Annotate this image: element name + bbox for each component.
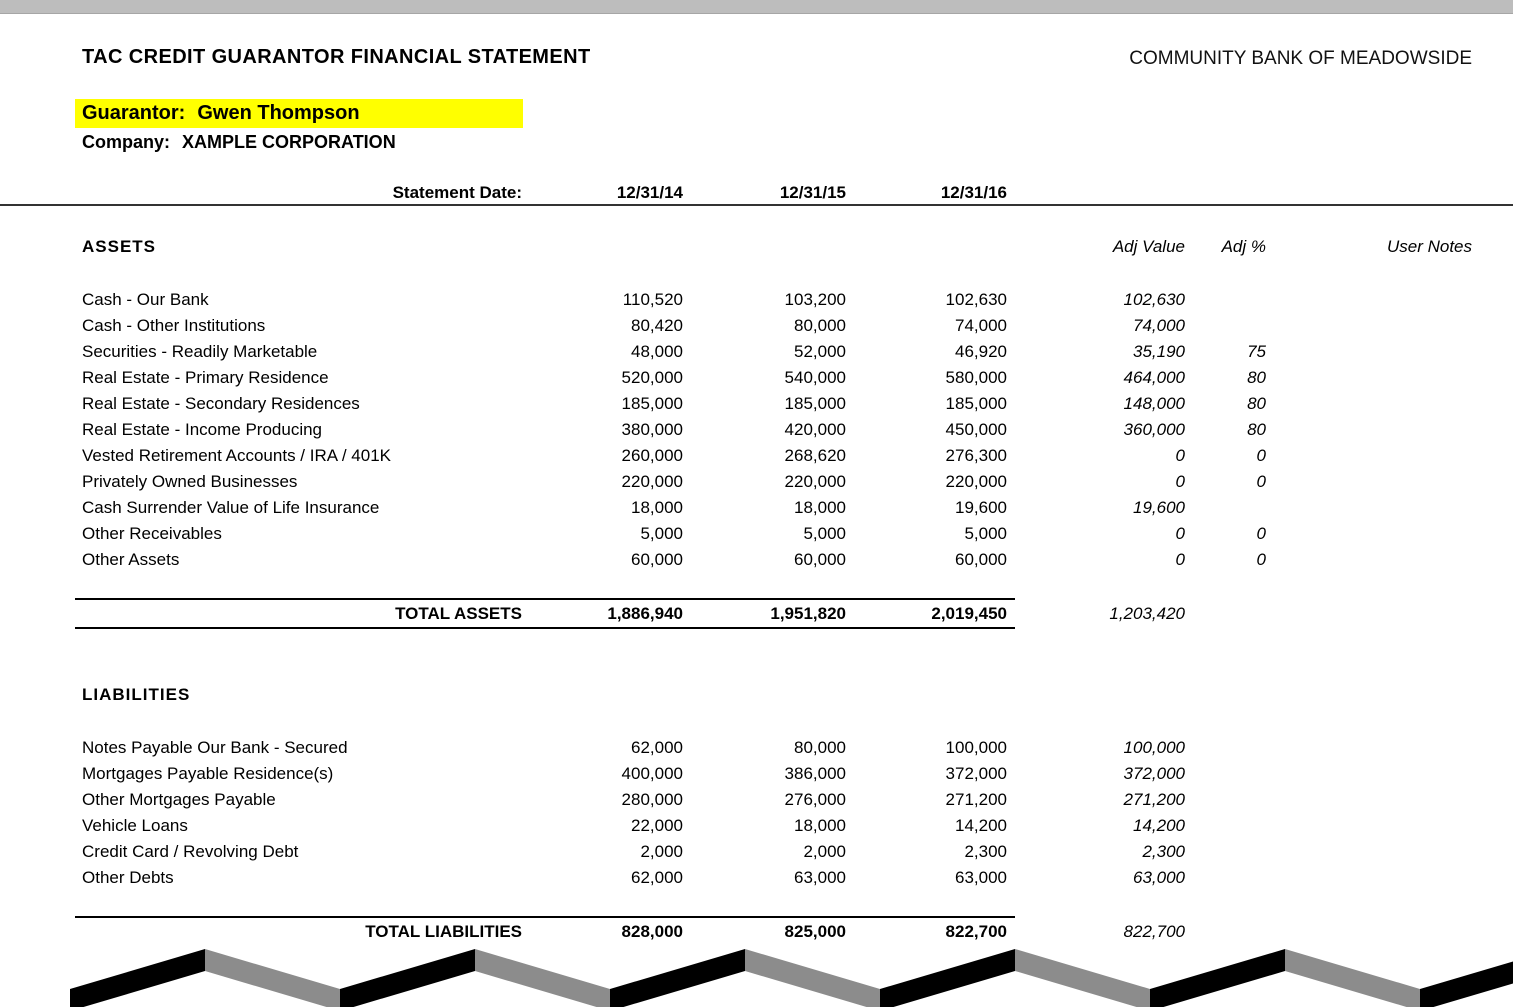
row-adj-pct: 80 — [1247, 394, 1266, 413]
row-user-notes — [1266, 787, 1490, 813]
table-row — [82, 735, 1490, 761]
row-value-1215: 80,000 — [794, 316, 846, 335]
row-value-1215: 268,620 — [784, 446, 846, 465]
row-label: Mortgages Payable Residence(s) — [82, 764, 334, 783]
row-label: Cash Surrender Value of Life Insurance — [82, 498, 380, 517]
guarantor-label: Guarantor: — [82, 102, 186, 124]
table-row — [82, 469, 1490, 495]
row-label: Securities - Readily Marketable — [82, 342, 318, 361]
row-value-1214: 380,000 — [621, 420, 683, 439]
total-assets-rule-bottom — [75, 627, 1015, 629]
row-value-1214: 48,000 — [631, 342, 683, 361]
row-user-notes — [1266, 839, 1490, 865]
row-adj-pct: 80 — [1247, 368, 1266, 387]
row-value-1216: 46,920 — [955, 342, 1007, 361]
row-adj-value: 271,200 — [1123, 790, 1185, 809]
row-label: Other Assets — [82, 550, 180, 569]
row-adj-value: 74,000 — [1133, 316, 1185, 335]
statement-date-2: 12/31/15 — [779, 183, 846, 202]
row-label: Cash - Other Institutions — [82, 316, 266, 335]
row-adj-value: 360,000 — [1123, 420, 1185, 439]
row-value-1216: 74,000 — [955, 316, 1007, 335]
row-value-1214: 520,000 — [621, 368, 683, 387]
row-adj-value: 102,630 — [1123, 290, 1185, 309]
bank-name: COMMUNITY BANK OF MEADOWSIDE — [1129, 48, 1472, 69]
table-row — [82, 761, 1490, 787]
row-value-1215: 18,000 — [794, 816, 846, 835]
row-label: Vested Retirement Accounts / IRA / 401K — [82, 446, 392, 465]
liabilities-header-row — [82, 682, 1490, 708]
row-adj-value: 0 — [1175, 550, 1185, 569]
adj-value-header: Adj Value — [1112, 237, 1185, 256]
row-value-1216: 372,000 — [945, 764, 1007, 783]
row-label: Real Estate - Income Producing — [82, 420, 323, 439]
liabilities-rows — [82, 735, 1490, 891]
table-row — [82, 443, 1490, 469]
row-value-1216: 14,200 — [955, 816, 1007, 835]
total-liabilities-v16: 822,700 — [945, 922, 1007, 941]
total-assets-adj-value: 1,203,420 — [1109, 604, 1185, 623]
row-adj-value: 0 — [1175, 472, 1185, 491]
row-user-notes — [1266, 761, 1490, 787]
total-liabilities-v14: 828,000 — [621, 922, 683, 941]
window-top-strip — [0, 0, 1513, 14]
row-label: Privately Owned Businesses — [82, 472, 298, 491]
row-label: Credit Card / Revolving Debt — [82, 842, 299, 861]
table-row — [82, 787, 1490, 813]
row-adj-value: 0 — [1175, 446, 1185, 465]
table-row — [82, 547, 1490, 573]
row-adj-pct — [1185, 839, 1266, 865]
row-value-1214: 18,000 — [631, 498, 683, 517]
row-user-notes — [1266, 443, 1490, 469]
row-value-1214: 185,000 — [621, 394, 683, 413]
row-value-1216: 185,000 — [945, 394, 1007, 413]
company-field — [82, 131, 396, 153]
row-adj-value: 0 — [1175, 524, 1185, 543]
statement-date-label: Statement Date: — [392, 183, 522, 202]
row-value-1215: 2,000 — [803, 842, 846, 861]
row-user-notes — [1266, 287, 1490, 313]
total-assets-label: TOTAL ASSETS — [395, 604, 522, 623]
row-adj-pct: 0 — [1256, 550, 1266, 569]
row-user-notes — [1266, 313, 1490, 339]
row-user-notes — [1266, 735, 1490, 761]
row-user-notes — [1266, 495, 1490, 521]
row-adj-pct: 75 — [1247, 342, 1266, 361]
row-value-1215: 420,000 — [784, 420, 846, 439]
row-value-1214: 62,000 — [631, 738, 683, 757]
row-adj-pct — [1185, 313, 1266, 339]
row-adj-value: 372,000 — [1123, 764, 1185, 783]
row-user-notes — [1266, 339, 1490, 365]
row-adj-value: 19,600 — [1133, 498, 1185, 517]
row-value-1215: 276,000 — [784, 790, 846, 809]
row-value-1216: 63,000 — [955, 868, 1007, 887]
row-value-1216: 271,200 — [945, 790, 1007, 809]
row-adj-pct — [1185, 761, 1266, 787]
row-adj-pct: 80 — [1247, 420, 1266, 439]
table-row — [82, 839, 1490, 865]
total-assets-v16: 2,019,450 — [931, 604, 1007, 623]
row-adj-value: 148,000 — [1123, 394, 1185, 413]
row-value-1215: 5,000 — [803, 524, 846, 543]
row-value-1214: 22,000 — [631, 816, 683, 835]
assets-rows — [82, 287, 1490, 573]
total-assets-v15: 1,951,820 — [770, 604, 846, 623]
row-adj-pct: 0 — [1256, 524, 1266, 543]
row-value-1215: 18,000 — [794, 498, 846, 517]
table-row — [82, 313, 1490, 339]
row-value-1215: 60,000 — [794, 550, 846, 569]
row-value-1214: 220,000 — [621, 472, 683, 491]
guarantor-name: Gwen Thompson — [197, 102, 360, 124]
row-adj-value: 35,190 — [1133, 342, 1185, 361]
row-value-1214: 62,000 — [631, 868, 683, 887]
row-value-1216: 2,300 — [964, 842, 1007, 861]
row-label: Real Estate - Primary Residence — [82, 368, 329, 387]
row-adj-value: 464,000 — [1123, 368, 1185, 387]
assets-section-label: ASSETS — [82, 237, 157, 256]
statement-date-1: 12/31/14 — [616, 183, 683, 202]
row-label: Notes Payable Our Bank - Secured — [82, 738, 348, 757]
row-value-1216: 5,000 — [964, 524, 1007, 543]
row-value-1216: 19,600 — [955, 498, 1007, 517]
row-value-1216: 276,300 — [945, 446, 1007, 465]
table-row — [82, 521, 1490, 547]
row-value-1216: 100,000 — [945, 738, 1007, 757]
row-value-1214: 60,000 — [631, 550, 683, 569]
row-value-1215: 52,000 — [794, 342, 846, 361]
row-adj-pct — [1185, 813, 1266, 839]
adj-pct-header: Adj % — [1221, 237, 1266, 256]
page-title: TAC CREDIT GUARANTOR FINANCIAL STATEMENT — [82, 46, 591, 68]
total-assets-rule-top — [75, 598, 1015, 600]
statement-underline — [0, 204, 1513, 206]
row-label: Vehicle Loans — [82, 816, 188, 835]
row-value-1215: 386,000 — [784, 764, 846, 783]
table-row — [82, 813, 1490, 839]
company-label: Company: — [82, 132, 171, 152]
guarantor-field[interactable] — [75, 99, 523, 128]
table-row — [82, 417, 1490, 443]
row-value-1215: 63,000 — [794, 868, 846, 887]
row-adj-pct — [1185, 287, 1266, 313]
row-user-notes — [1266, 365, 1490, 391]
row-user-notes — [1266, 813, 1490, 839]
row-value-1214: 5,000 — [640, 524, 683, 543]
row-value-1214: 110,520 — [622, 290, 683, 309]
row-adj-pct — [1185, 865, 1266, 891]
total-assets-row — [82, 601, 1490, 627]
row-value-1214: 260,000 — [621, 446, 683, 465]
row-label: Other Mortgages Payable — [82, 790, 276, 809]
row-value-1215: 220,000 — [784, 472, 846, 491]
statement-date-3: 12/31/16 — [940, 183, 1007, 202]
row-value-1214: 400,000 — [621, 764, 683, 783]
table-row — [82, 391, 1490, 417]
row-label: Other Debts — [82, 868, 174, 887]
row-value-1214: 80,420 — [631, 316, 683, 335]
total-liabilities-v15: 825,000 — [784, 922, 846, 941]
table-row — [82, 339, 1490, 365]
table-row — [82, 495, 1490, 521]
row-adj-pct — [1185, 787, 1266, 813]
row-value-1214: 2,000 — [640, 842, 683, 861]
row-value-1216: 580,000 — [945, 368, 1007, 387]
statement-date-row — [82, 180, 1490, 206]
row-adj-pct: 0 — [1256, 446, 1266, 465]
total-liabilities-label: TOTAL LIABILITIES — [365, 922, 522, 941]
liabilities-section-label: LIABILITIES — [82, 685, 191, 704]
company-name: XAMPLE CORPORATION — [182, 132, 396, 152]
row-user-notes — [1266, 469, 1490, 495]
row-adj-value: 2,300 — [1142, 842, 1185, 861]
row-label: Other Receivables — [82, 524, 222, 543]
row-adj-pct: 0 — [1256, 472, 1266, 491]
row-value-1215: 80,000 — [794, 738, 846, 757]
row-label: Real Estate - Secondary Residences — [82, 394, 360, 413]
row-adj-pct — [1185, 495, 1266, 521]
table-row — [82, 365, 1490, 391]
row-value-1216: 102,630 — [945, 290, 1007, 309]
row-adj-value: 14,200 — [1133, 816, 1185, 835]
row-adj-pct — [1185, 735, 1266, 761]
row-user-notes — [1266, 391, 1490, 417]
row-value-1216: 220,000 — [945, 472, 1007, 491]
row-user-notes — [1266, 417, 1490, 443]
row-adj-value: 100,000 — [1123, 738, 1185, 757]
row-user-notes — [1266, 547, 1490, 573]
row-value-1216: 450,000 — [945, 420, 1007, 439]
row-value-1215: 185,000 — [784, 394, 846, 413]
zigzag-border — [0, 941, 1513, 1007]
assets-header-row — [82, 234, 1490, 260]
row-value-1216: 60,000 — [955, 550, 1007, 569]
row-label: Cash - Our Bank — [82, 290, 209, 309]
total-assets-v14: 1,886,940 — [607, 604, 683, 623]
row-user-notes — [1266, 521, 1490, 547]
table-row — [82, 287, 1490, 313]
row-value-1215: 540,000 — [784, 368, 846, 387]
total-liabilities-adj-value: 822,700 — [1123, 922, 1185, 941]
row-value-1214: 280,000 — [621, 790, 683, 809]
table-row — [82, 865, 1490, 891]
row-value-1215: 103,200 — [784, 290, 846, 309]
row-adj-value: 63,000 — [1133, 868, 1185, 887]
total-liabilities-rule-top — [75, 916, 1015, 918]
row-user-notes — [1266, 865, 1490, 891]
user-notes-header: User Notes — [1386, 237, 1472, 256]
